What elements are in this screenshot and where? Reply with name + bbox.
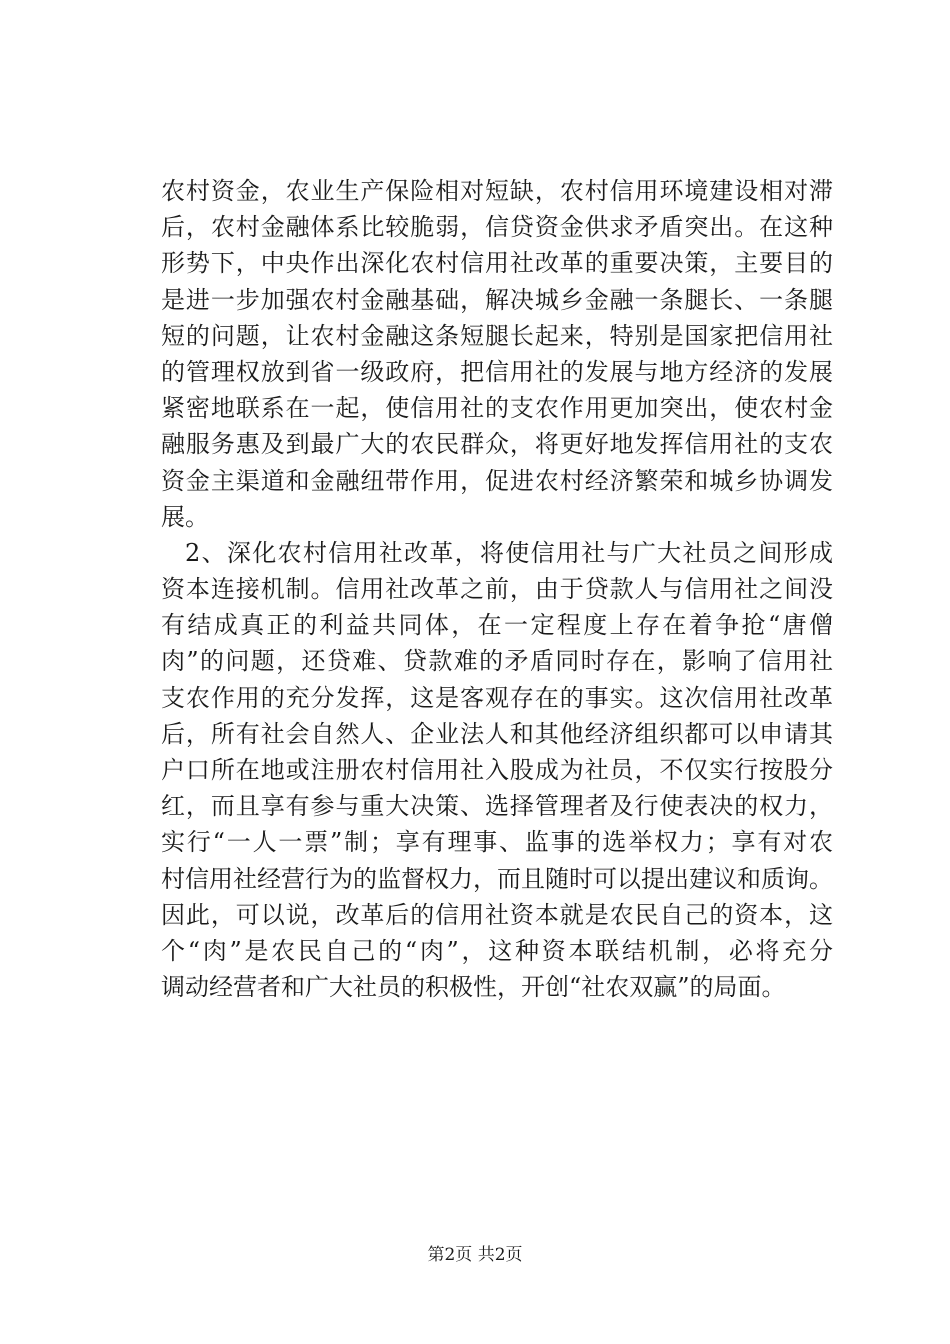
page-number: 第2页 共2页: [427, 1245, 523, 1265]
text-line: 户口所在地或注册农村信用社入股成为社员，不仅实行按股分: [161, 756, 833, 784]
text-line: 后，农村金融体系比较脆弱，信贷资金供求矛盾突出。在这种: [161, 213, 833, 242]
text-line: 后，所有社会自然人、企业法人和其他经济组织都可以申请其: [161, 719, 833, 748]
text-line: 个“肉”是农民自己的“肉”，这种资本联结机制，必将充分: [161, 936, 833, 965]
document-body: [161, 173, 833, 1005]
text-line: 村信用社经营行为的监督权力，而且随时可以提出建议和质询。: [161, 864, 833, 893]
text-line: 2、深化农村信用社改革，将使信用社与广大社员之间形成: [185, 538, 833, 567]
text-line: 有结成真正的利益共同体，在一定程度上存在着争抢“唐僧: [161, 611, 833, 640]
text-line: 肉”的问题，还贷难、贷款难的矛盾同时存在，影响了信用社: [161, 647, 833, 676]
page-footer: [0, 1243, 950, 1267]
text-line: 展。: [161, 502, 209, 531]
text-line: 因此，可以说，改革后的信用社资本就是农民自己的资本，这: [161, 900, 833, 929]
text-line: 支农作用的充分发挥，这是客观存在的事实。这次信用社改革: [161, 683, 833, 712]
text-line: 红，而且享有参与重大决策、选择管理者及行使表决的权力，: [161, 792, 833, 821]
text-line: 资本连接机制。信用社改革之前，由于贷款人与信用社之间没: [161, 575, 833, 604]
paragraph-1: [161, 173, 833, 535]
text-line: 实行“一人一票”制；享有理事、监事的选举权力；享有对农: [161, 828, 833, 857]
text-line: 融服务惠及到最广大的农民群众，将更好地发挥信用社的支农: [161, 430, 833, 459]
text-line: 短的问题，让农村金融这条短腿长起来，特别是国家把信用社: [161, 321, 833, 350]
text-line: 调动经营者和广大社员的积极性，开创“社农双赢”的局面。: [161, 973, 786, 1002]
text-line: 是进一步加强农村金融基础，解决城乡金融一条腿长、一条腿: [161, 285, 833, 314]
text-line: 资金主渠道和金融纽带作用，促进农村经济繁荣和城乡协调发: [161, 466, 833, 495]
text-line: 农村资金，农业生产保险相对短缺，农村信用环境建设相对滞: [161, 177, 833, 205]
text-line: 紧密地联系在一起，使信用社的支农作用更加突出，使农村金: [161, 394, 833, 423]
text-line: 形势下，中央作出深化农村信用社改革的重要决策，主要目的: [161, 249, 833, 278]
text-line: 的管理权放到省一级政府，把信用社的发展与地方经济的发展: [161, 357, 833, 386]
paragraph-2: [161, 535, 833, 1005]
